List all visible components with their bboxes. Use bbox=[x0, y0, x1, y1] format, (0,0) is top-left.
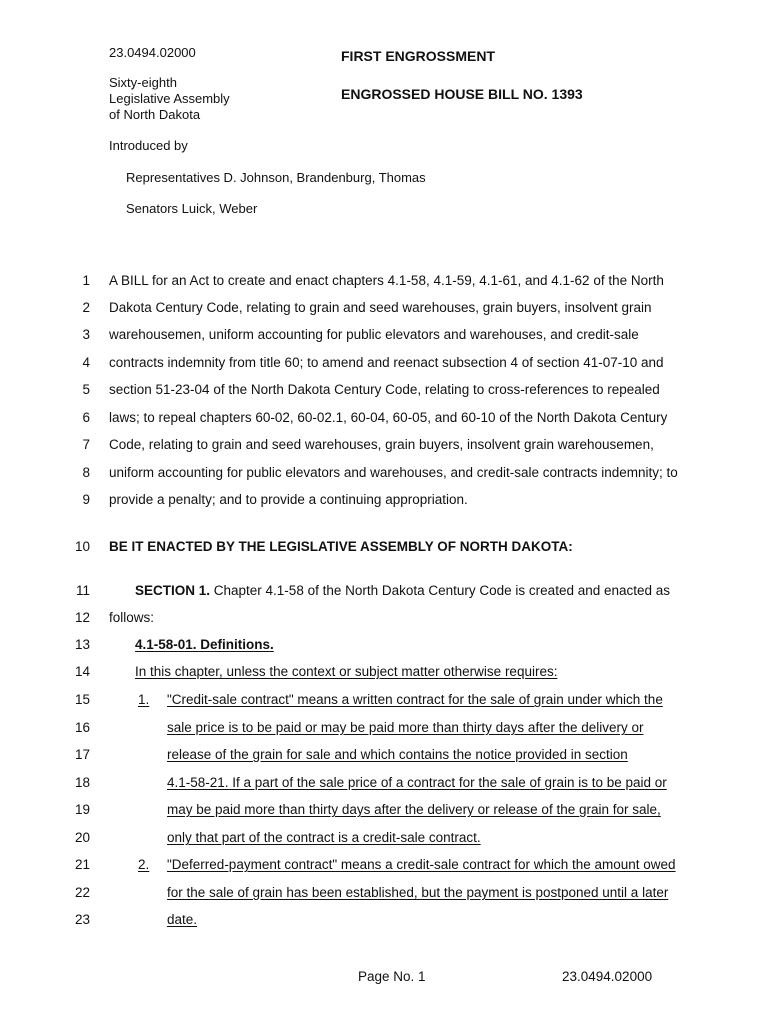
line-text: follows: bbox=[109, 610, 155, 625]
section-line bbox=[135, 583, 670, 598]
page-number: Page No. 1 bbox=[358, 969, 426, 984]
document-id: 23.0494.02000 bbox=[109, 45, 196, 60]
line-number: 9 bbox=[82, 492, 90, 507]
list-marker: 2. bbox=[138, 857, 150, 872]
line-number: 19 bbox=[74, 802, 90, 817]
line-text: In this chapter, unless the context or subject matter otherwise requires: bbox=[135, 664, 558, 679]
line-number: 14 bbox=[74, 664, 90, 679]
line-text: date. bbox=[167, 912, 198, 927]
line-text: warehousemen, uniform accounting for public elevators and warehouses, and credit-sale bbox=[109, 327, 639, 342]
assembly-line: Legislative Assembly bbox=[109, 91, 230, 106]
line-text: provide a penalty; and to provide a continuing appropriation. bbox=[109, 492, 468, 507]
line-number: 17 bbox=[74, 747, 90, 762]
line-text: for the sale of grain has been established, but the payment is postponed until a later bbox=[167, 885, 669, 900]
section-heading: SECTION 1. bbox=[135, 583, 211, 598]
line-number: 7 bbox=[82, 437, 90, 452]
line-text: contracts indemnity from title 60; to amend and reenact subsection 4 of section 41-07-10 and bbox=[109, 355, 664, 370]
assembly-line: of North Dakota bbox=[109, 107, 201, 122]
line-number: 12 bbox=[74, 610, 90, 625]
line-number: 3 bbox=[82, 327, 90, 342]
engrossment-label: FIRST ENGROSSMENT bbox=[341, 48, 496, 64]
list-marker: 1. bbox=[138, 692, 150, 707]
line-number: 1 bbox=[82, 273, 90, 288]
line-number: 5 bbox=[82, 382, 90, 397]
line-number: 15 bbox=[74, 692, 90, 707]
line-text: A BILL for an Act to create and enact chapters 4.1-58, 4.1-59, 4.1-61, and 4.1-62 of the North bbox=[109, 273, 664, 288]
bill-title: ENGROSSED HOUSE BILL NO. 1393 bbox=[341, 86, 583, 102]
line-text: only that part of the contract is a credit-sale contract. bbox=[167, 830, 481, 845]
introduced-by: Introduced by bbox=[109, 138, 188, 153]
line-text: Code, relating to grain and seed warehouses, grain buyers, insolvent grain warehousemen, bbox=[109, 437, 654, 452]
line-text: release of the grain for sale and which contains the notice provided in section bbox=[167, 747, 628, 762]
footer-document-id: 23.0494.02000 bbox=[562, 969, 653, 984]
line-number: 21 bbox=[74, 857, 90, 872]
line-text: "Credit-sale contract" means a written contract for the sale of grain under which the bbox=[167, 692, 663, 707]
line-text: may be paid more than thirty days after the delivery or release of the grain for sale, bbox=[167, 802, 661, 817]
senators: Senators Luick, Weber bbox=[126, 201, 258, 216]
line-number: 8 bbox=[82, 465, 90, 480]
line-number: 4 bbox=[82, 355, 90, 370]
line-text: 4.1-58-21. If a part of the sale price of a contract for the sale of grain is to be paid or bbox=[167, 775, 667, 790]
line-number: 22 bbox=[74, 885, 90, 900]
line-number: 13 bbox=[74, 637, 90, 652]
line-number: 11 bbox=[75, 583, 90, 598]
assembly-line: Sixty-eighth bbox=[109, 75, 177, 90]
line-text: section 51-23-04 of the North Dakota Century Code, relating to cross-references to repealed bbox=[109, 382, 660, 397]
line-number: 20 bbox=[74, 830, 90, 845]
line-number: 2 bbox=[82, 300, 90, 315]
line-number: 18 bbox=[74, 775, 90, 790]
line-number: 6 bbox=[82, 410, 90, 425]
line-number: 10 bbox=[74, 539, 90, 554]
representatives: Representatives D. Johnson, Brandenburg, Thomas bbox=[126, 170, 426, 185]
line-text: Chapter 4.1-58 of the North Dakota Century Code is created and enacted as bbox=[210, 583, 671, 598]
definitions-heading: 4.1-58-01. Definitions. bbox=[135, 637, 274, 652]
enacting-clause: BE IT ENACTED BY THE LEGISLATIVE ASSEMBLY OF NORTH DAKOTA: bbox=[109, 539, 573, 554]
line-text: laws; to repeal chapters 60-02, 60-02.1, 60-04, 60-05, and 60-10 of the North Dakota Century bbox=[109, 410, 668, 425]
line-text: "Deferred-payment contract" means a credit-sale contract for which the amount owed bbox=[167, 857, 676, 872]
line-number: 23 bbox=[74, 912, 90, 927]
line-text: uniform accounting for public elevators and warehouses, and credit-sale contracts indemnity; to bbox=[109, 465, 678, 480]
line-number: 16 bbox=[74, 720, 90, 735]
assembly-block bbox=[109, 75, 230, 123]
line-text: sale price is to be paid or may be paid more than thirty days after the delivery or bbox=[167, 720, 644, 735]
line-text: Dakota Century Code, relating to grain and seed warehouses, grain buyers, insolvent grain bbox=[109, 300, 652, 315]
